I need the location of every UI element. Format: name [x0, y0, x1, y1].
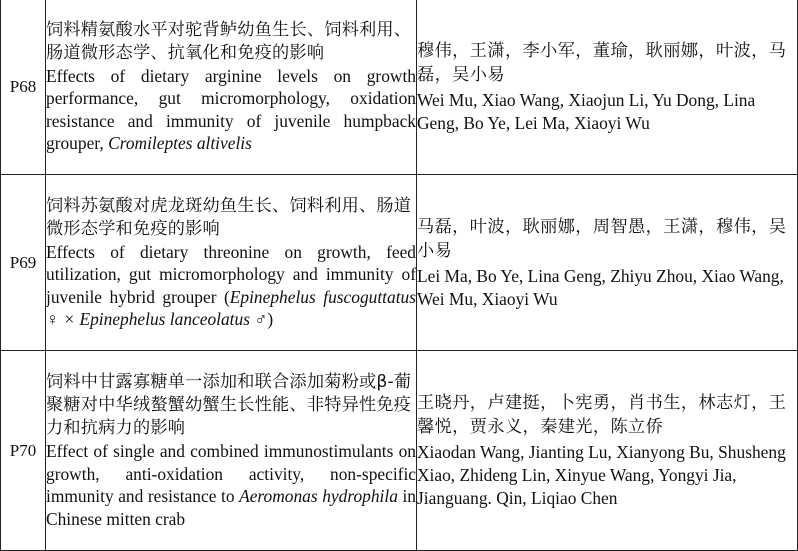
author-cell — [417, 351, 798, 551]
authors-en: Wei Mu, Xiao Wang, Xiaojun Li, Yu Dong, Lina Geng, Bo Ye, Lei Ma, Xiaoyi Wu — [417, 89, 756, 133]
title-cell — [46, 0, 417, 175]
authors-zh: 王晓丹，卢建挺，卜宪勇，肖书生，林志灯，王馨悦，贾永义，秦建光，陈立侨 — [417, 393, 787, 437]
author-cell — [417, 175, 798, 351]
species-name: Epinephelus fuscoguttatus ♀ × Epinephelus lanceolatus ♂ — [46, 286, 416, 329]
title-en — [46, 440, 416, 530]
title-en-text: Effect of single and combined immunostimulants on growth, anti-oxidation activity, non-specific immunity and resistance to — [46, 441, 416, 506]
species-name: Cromileptes altivelis — [108, 133, 252, 153]
table-row — [1, 351, 798, 551]
title-zh: 饲料精氨酸水平对驼背鲈幼鱼生长、饲料利用、肠道微形态学、抗氧化和免疫的影响 — [46, 19, 412, 63]
title-cell — [46, 175, 417, 351]
title-cell — [46, 351, 417, 551]
poster-id: P68 — [1, 0, 46, 175]
poster-id: P70 — [1, 351, 46, 551]
title-en — [46, 65, 416, 155]
title-en-text: Effects of dietary arginine levels on growth performance, gut micromorphology, oxidation resistance and immunity of juvenile humpback grouper, — [46, 65, 416, 153]
authors-en: Xiaodan Wang, Jianting Lu, Xianyong Bu, Shusheng Xiao, Zhideng Lin, Xinyue Wang, Yongyi Jia, Jianguang. Qin, Liqiao Chen — [417, 442, 786, 508]
title-zh: 饲料苏氨酸对虎龙斑幼鱼生长、饲料利用、肠道微形态学和免疫的影响 — [46, 195, 412, 239]
species-name: Aeromonas hydrophila — [239, 486, 398, 506]
title-zh: 饲料中甘露寡糖单一添加和联合添加菊粉或β-葡聚糖对中华绒螯蟹幼蟹生长性能、非特异性免疫力和抗病力的影响 — [46, 372, 412, 438]
poster-id: P69 — [1, 175, 46, 351]
title-en — [46, 241, 416, 331]
authors-zh: 马磊，叶波，耿丽娜，周智愚，王潇，穆伟，吴小易 — [417, 216, 787, 261]
author-cell — [417, 0, 798, 175]
title-en-suffix: in Chinese mitten crab — [46, 486, 416, 529]
table-row — [1, 175, 798, 351]
authors-zh: 穆伟，王潇，李小军，董瑜，耿丽娜，叶波，马磊，吴小易 — [417, 40, 787, 85]
authors-en: Lei Ma, Bo Ye, Lina Geng, Zhiyu Zhou, Xiao Wang, Wei Mu, Xiaoyi Wu — [417, 265, 784, 309]
table-row — [1, 0, 798, 175]
title-en-suffix: ) — [267, 309, 274, 329]
title-en-text: Effects of dietary threonine on growth, feed utilization, gut micromorphology and immunity of juvenile hybrid grouper ( — [46, 241, 416, 307]
